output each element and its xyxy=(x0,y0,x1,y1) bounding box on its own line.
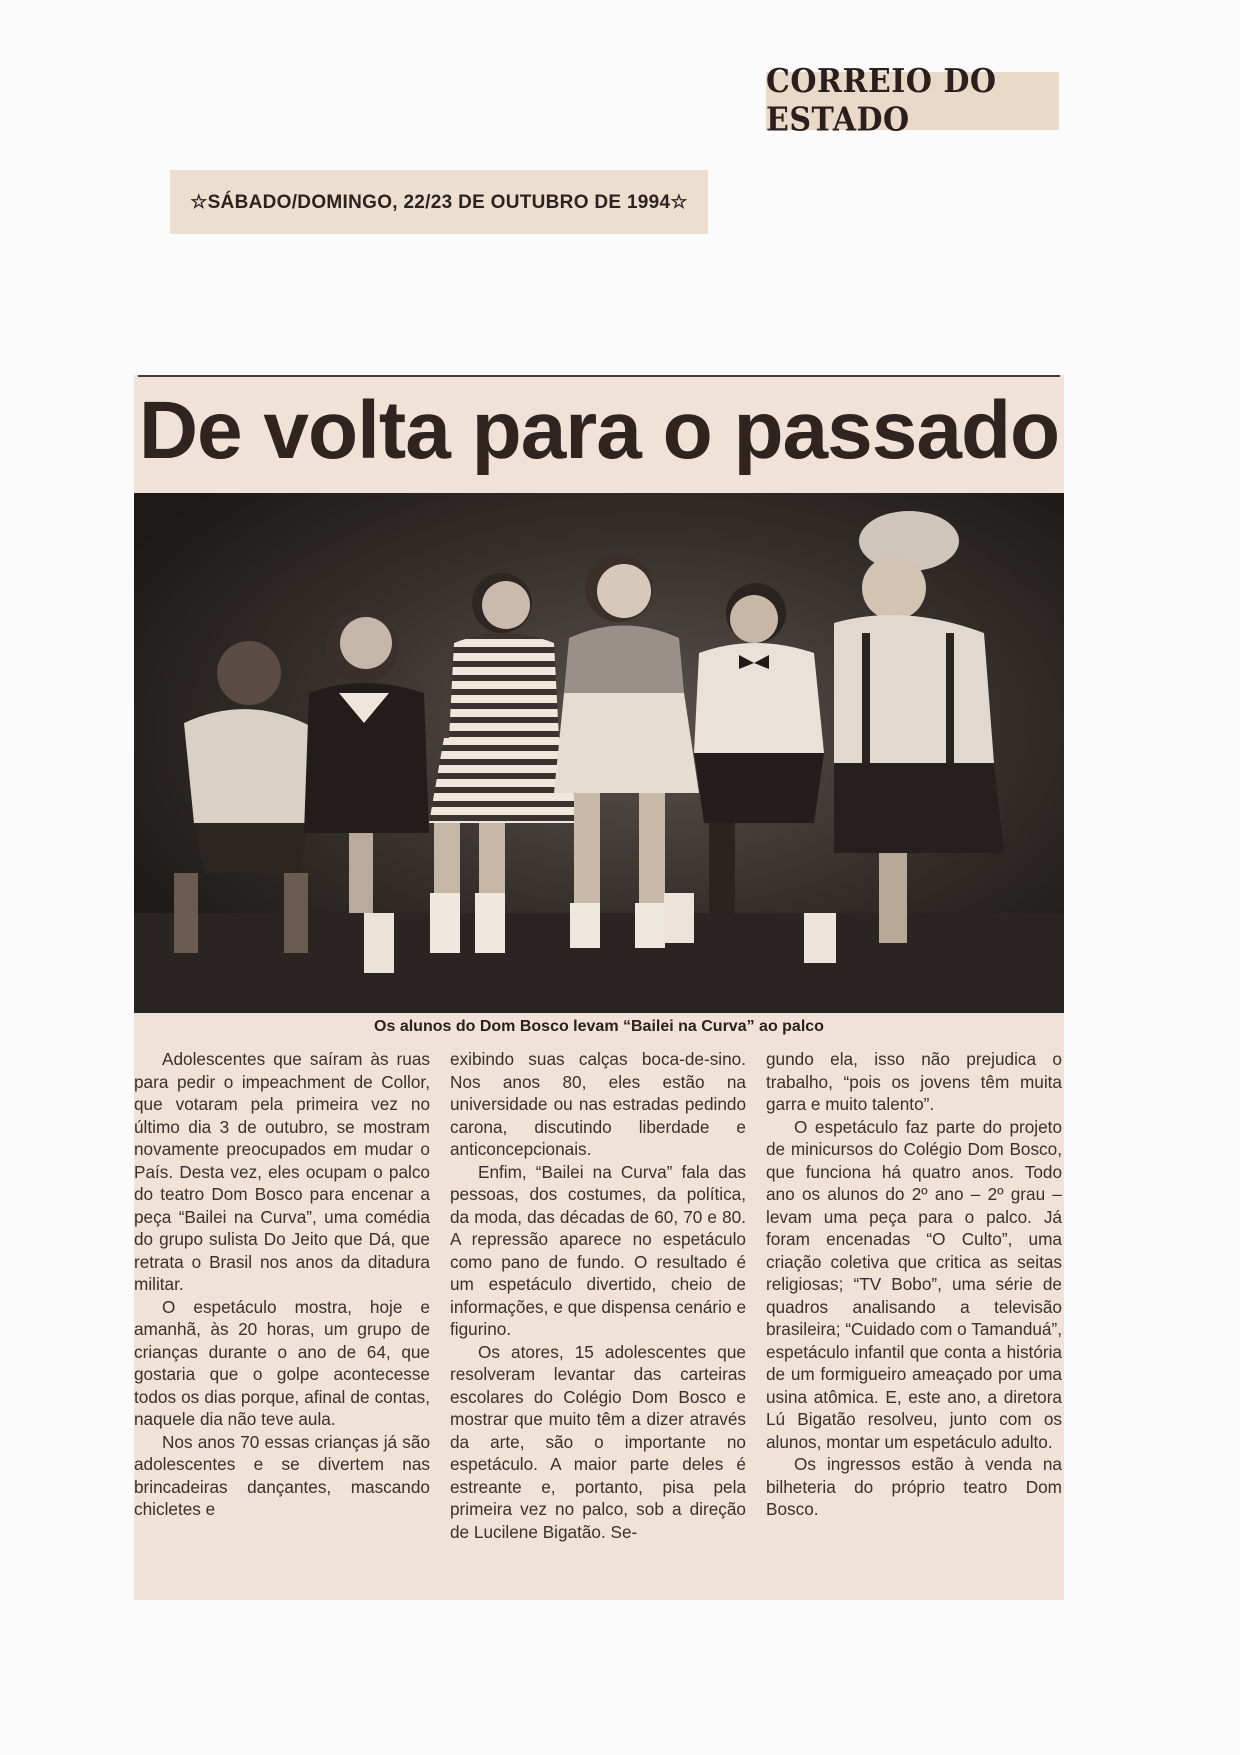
headline-rule xyxy=(138,375,1060,377)
article-column-2 xyxy=(450,1048,746,1543)
photo-caption: Os alunos do Dom Bosco levam “Bailei na Curva” ao palco xyxy=(374,1018,824,1035)
newspaper-name: CORREIO DO ESTADO xyxy=(766,62,997,140)
article-paragraph: Os ingressos estão à venda na bilheteria do próprio teatro Dom Bosco. xyxy=(766,1454,1062,1519)
publication-date: ☆SÁBADO/DOMINGO, 22/23 DE OUTUBRO DE 1994☆ xyxy=(190,191,688,213)
article-paragraph: Os atores, 15 adolescentes que resolveram levantar das carteiras escolares do Colégio Dom Bosco e mostrar que muito têm a dizer através da arte, são o importante no espetáculo. A maior parte deles é estreante e, portanto, pisa pela primeira vez no palco, sob a direção de Lucilene Bigatão. Se- xyxy=(450,1341,746,1542)
article-paragraph: Adolescentes que saíram às ruas para pedir o impeachment de Collor, que votaram pela primeira vez no último dia 3 de outubro, se mostram novamente preocupados em mudar o País. Desta vez, eles ocupam o palco do teatro Dom Bosco para encenar a peça “Bailei na Curva”, uma comédia do grupo sulista Do Jeito que Dá, que retrata o Brasil nos anos da ditadura militar. xyxy=(134,1049,430,1294)
article-paragraph: Nos anos 70 essas crianças já são adolescentes e se divertem nas brincadeiras dançantes, mascando chicletes e xyxy=(134,1431,430,1519)
article-paragraph: O espetáculo faz parte do projeto de minicursos do Colégio Dom Bosco, que funciona há quatro anos. Todo ano os alunos do 2º ano – 2º grau – levam uma peça para o palco. Já foram encenadas “O Culto”, uma criação coletiva que critica as seitas religiosas; “TV Bobo”, uma série de quadros analisando a televisão brasileira; “Cuidado com o Tamanduá”, espetáculo infantil que conta a história de um formigueiro ameaçado por uma usina atômica. E, este ano, a diretora Lú Bigatão resolveu, junto com os alunos, montar um espetáculo adulto. xyxy=(766,1116,1062,1452)
article-paragraph: gundo ela, isso não prejudica o trabalho, “pois os jovens têm muita garra e muito talento”. xyxy=(766,1049,1062,1114)
article-headline: De volta para o passado xyxy=(138,385,1060,476)
article-column-3 xyxy=(766,1048,1062,1543)
article-paragraph: Enfim, “Bailei na Curva” fala das pessoas, dos costumes, da política, da moda, das décadas de 60, 70 e 80. A repressão aparece no espetáculo como pano de fundo. O resultado é um espetáculo divertido, cheio de informações, e que dispensa cenário e figurino. xyxy=(450,1161,746,1339)
article-paragraph: O espetáculo mostra, hoje e amanhã, às 20 horas, um grupo de crianças durante o ano de 64, que gostaria que o golpe acontecesse todos os dias porque, afinal de contas, naquele dia não teve aula. xyxy=(134,1296,430,1429)
article-body xyxy=(134,1048,1064,1543)
article-paragraph: exibindo suas calças boca-de-sino. Nos anos 80, eles estão na universidade ou nas estradas pedindo carona, discutindo liberdade e anticoncepcionais. xyxy=(450,1049,746,1159)
newspaper-masthead-clipping xyxy=(766,62,1059,140)
photo-performers-illustration xyxy=(134,493,1064,1013)
article-column-1 xyxy=(134,1048,430,1543)
dateline-clipping xyxy=(170,170,708,234)
stage-photo xyxy=(134,493,1064,1013)
article-clipping xyxy=(134,375,1064,1600)
